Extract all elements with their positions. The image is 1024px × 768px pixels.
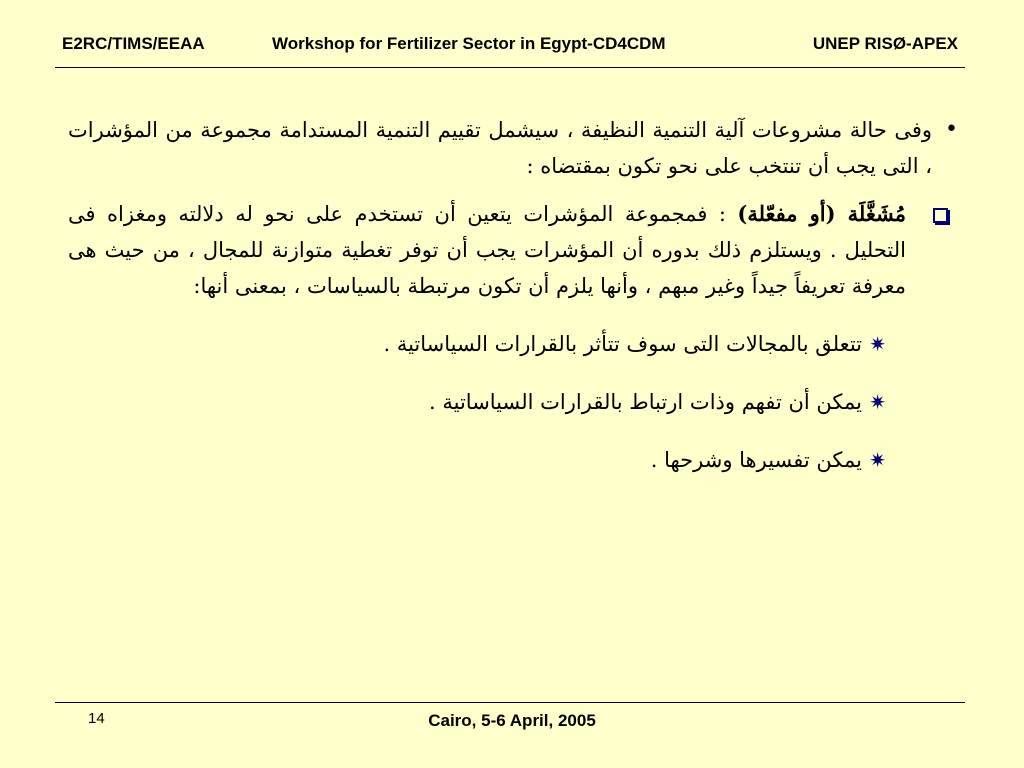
bullet-1-text: وفى حالة مشروعات آلية التنمية النظيفة ، سيشمل تقييم التنمية المستدامة مجموعة من المؤشرات ، التى يجب أن تنتخب على نحو تكون بمقتضاه : <box>68 118 932 178</box>
footer-location-date: Cairo, 5-6 April, 2005 <box>428 711 596 730</box>
sub-item-1-text: تتعلق بالمجالات التى سوف تتأثر بالقرارات السياساتية . <box>383 332 862 356</box>
header-center: Workshop for Fertilizer Sector in Egypt-CD4CDM <box>272 34 666 53</box>
header-right: UNEP RISØ-APEX <box>812 34 958 53</box>
checkbox-square-icon <box>933 208 948 223</box>
bullet-2-text: : فمجموعة المؤشرات يتعين أن تستخدم على نحو له دلالته ومغزاه فى التحليل . ويستلزم ذلك بدوره أن المؤشرات يجب أن توفر تغطية متوازنة للمجال ، من حيث هى معرفة تعريفاً جيداً وغير مبهم ، وأنها يلزم أن تكون مرتبطة بالسياسات ، بمعنى أنها: <box>68 202 906 298</box>
footer-divider <box>55 702 965 703</box>
bullet-2-bold-term: مُشَغَّلَة (أو مفعّلة) <box>737 201 906 226</box>
star-bullet-icon: ✷ <box>869 332 886 356</box>
header-divider <box>55 67 965 68</box>
sub-item-3 <box>68 442 912 478</box>
slide-header <box>0 28 1024 60</box>
bullet-dot-icon: • <box>945 117 958 142</box>
slide-content <box>68 112 958 478</box>
star-bullet-icon: ✷ <box>869 390 886 414</box>
page-number: 14 <box>88 710 105 727</box>
bullet-paragraph-2 <box>68 196 954 304</box>
sub-item-2-text: يمكن أن تفهم وذات ارتباط بالقرارات السياساتية . <box>429 390 862 414</box>
bullet-paragraph-1 <box>68 112 958 184</box>
sub-item-2 <box>68 384 912 420</box>
sub-item-1 <box>68 326 912 362</box>
sub-item-3-text: يمكن تفسيرها وشرحها . <box>650 448 862 472</box>
header-left: E2RC/TIMS/EEAA <box>62 34 205 53</box>
star-bullet-icon: ✷ <box>869 448 886 472</box>
